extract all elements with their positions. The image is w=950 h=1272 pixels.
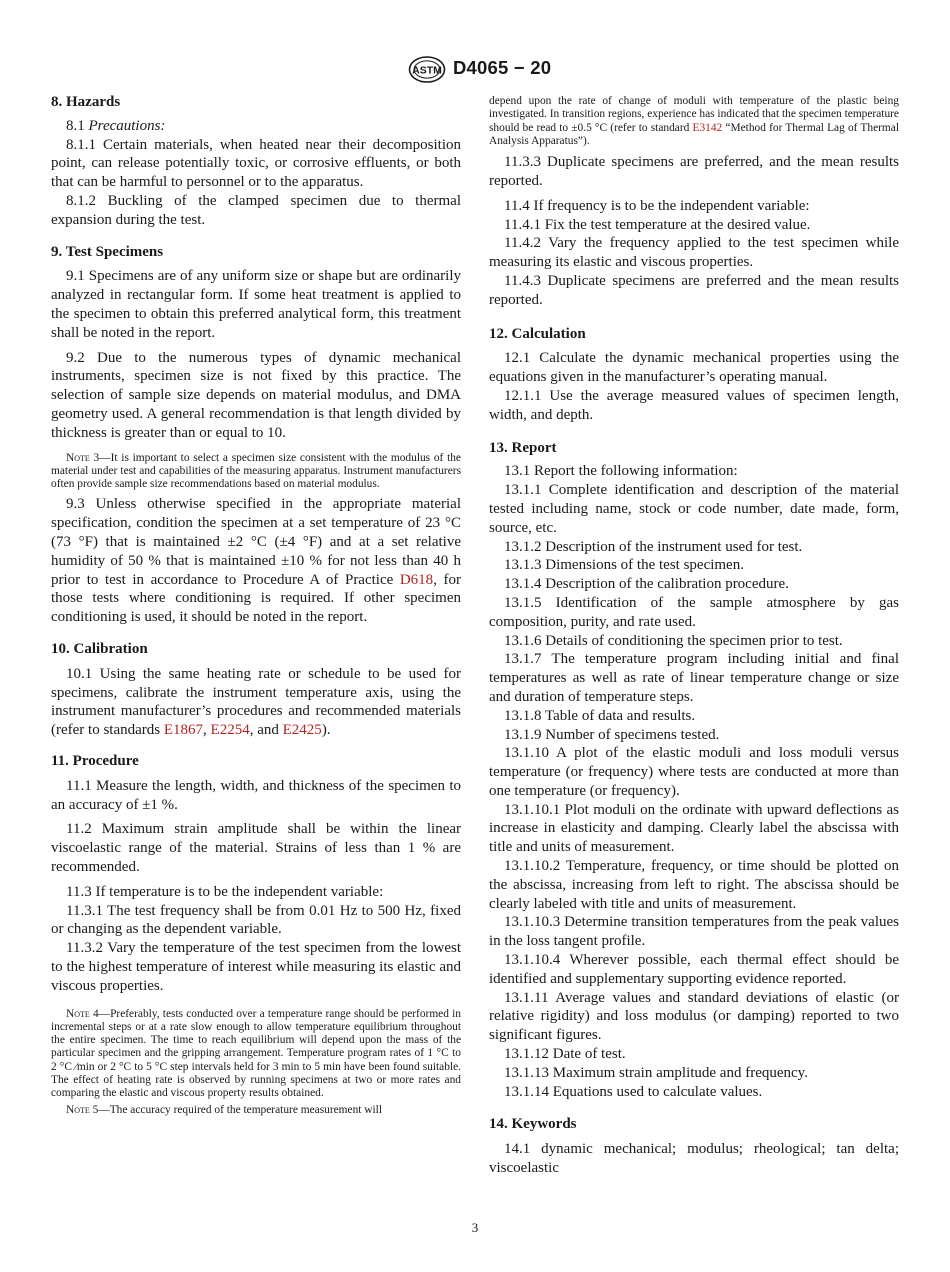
ref-e2254-link[interactable]: E2254 [210, 722, 250, 739]
para-13-1-2: 13.1.2 Description of the instrument used for test. [504, 538, 803, 555]
page-header [0, 56, 950, 84]
section-12-heading: 12. Calculation [489, 325, 586, 342]
ref-e1867-link[interactable]: E1867 [163, 722, 204, 739]
para-13-1-5: 13.1.5 Identification of the sample atmosphere by gas composition, purity, and rate used. [489, 594, 899, 630]
para-9-1: 9.1 Specimens are of any uniform size or shape but are ordinarily analyzed in rectangular form. If some heat treatment is applied to the specimen to obtain this preferred analytical form, this treatment shall be noted in the report. [51, 268, 461, 341]
para-12-1-1: 12.1.1 Use the average measured values of specimen length, width, and depth. [489, 387, 899, 423]
para-13-1-11: 13.1.11 Average values and standard deviations of elastic (or relative rigidity) and loss modulus (or damping) reported to two significant figures. [489, 989, 899, 1044]
para-13-1-10-4: 13.1.10.4 Wherever possible, each thermal effect should be identified and supplementary supporting evidence reported. [489, 952, 899, 987]
ref-e2425-link[interactable]: E2425 [282, 722, 322, 739]
right-column [489, 95, 899, 1178]
note-3-label: Note 3 [66, 451, 100, 464]
para-11-3-2: 11.3.2 Vary the temperature of the test specimen from the lowest to the highest temperature of interest while measuring its elastic and viscous properties. [51, 940, 461, 994]
para-9-3: 9.3 Unless otherwise specified in the appropriate material specification, condition the specimen at a set temperature of 23 °C (73 °F) that is maintained ±2 °C (±4 °F) and at a set relative humidity of 50 % that is maintained ±10 % for not less than 40 h prior to test in accordance to Procedure A of Practice D618, for those tests where conditioning is required. If other specimen conditioning is used, it should be noted in the report. [51, 496, 461, 626]
ref-d618-link[interactable]: D618 [399, 571, 434, 588]
para-13-1-8: 13.1.8 Table of data and results. [504, 707, 696, 724]
note-5: Note 5—The accuracy required of the temperature measurement will [66, 1103, 383, 1116]
ref-e3142-link[interactable]: E3142 [692, 121, 723, 134]
para-8-1-1: 8.1.1 Certain materials, when heated near their decomposition point, can release potentially toxic, or corrosive effluents, or both that can be harmful to personnel or to the apparatus. [51, 136, 461, 191]
para-13-1-1: 13.1.1 Complete identification and description of the material tested including name, stock or code number, date made, form, source, etc. [489, 482, 899, 536]
para-13-1-9: 13.1.9 Number of specimens tested. [504, 726, 720, 743]
page-number: 3 [471, 1220, 479, 1235]
para-13-1-10-1: 13.1.10.1 Plot moduli on the ordinate with upward deflections as increase in elasticity and damping. Clearly label the abscissa with title and units of measurement. [489, 801, 899, 856]
document-id: D4065 − 20 [453, 57, 552, 78]
para-11-4: 11.4 If frequency is to be the independent variable: [504, 197, 810, 214]
note-5-continued: depend upon the rate of change of moduli with temperature of the plastic being investigated. In transition regions, experience has indicated that the specimen temperature should be read to ±0.5 °C (refer to standard E3142 “Method for Thermal Lag of Thermal Analysis Apparatus”). [489, 95, 899, 147]
para-13-1-6: 13.1.6 Details of conditioning the specimen prior to test. [504, 632, 843, 649]
para-11-4-3: 11.4.3 Duplicate specimens are preferred and the mean results reported. [489, 272, 899, 308]
note-4-label: Note 4 [66, 1007, 99, 1020]
para-14-1: 14.1 dynamic mechanical; modulus; rheological; tan delta; viscoelastic [489, 1141, 899, 1177]
left-column [51, 93, 461, 1117]
para-13-1-10-2: 13.1.10.2 Temperature, frequency, or time should be plotted on the abscissa, increasing from left to right. The abscissa should be clearly labeled with title and units of measurement. [489, 858, 899, 912]
para-13-1-13: 13.1.13 Maximum strain amplitude and frequency. [504, 1064, 808, 1081]
para-11-3: 11.3 If temperature is to be the independent variable: [66, 883, 384, 900]
note-4: Note 4—Preferably, tests conducted over a temperature range should be performed in incremental steps or at a rate slow enough to allow temperature equilibrium throughout the entire specimen. The time to reach equilibrium will depend upon the mass of the particular specimen and the gripping arrangement. Temperature program rates of 1 °C to 2 °C ⁄min or 2 °C to 5 °C step intervals held for 3 min to 5 min have been found suitable. The effect of heating rate is observed by running specimens at two or more rates and comparing the elastic and viscous property results obtained. [51, 1007, 461, 1100]
para-11-1: 11.1 Measure the length, width, and thickness of the specimen to an accuracy of ±1 %. [51, 777, 461, 813]
para-13-1-7: 13.1.7 The temperature program including initial and final temperatures as well as rate of linear temperature change or size and duration of temperature steps. [489, 651, 899, 705]
para-8-1-2: 8.1.2 Buckling of the clamped specimen due to thermal expansion during the test. [51, 192, 461, 228]
para-13-1: 13.1 Report the following information: [504, 463, 738, 480]
section-13-heading: 13. Report [489, 439, 557, 456]
para-13-1-10: 13.1.10 A plot of the elastic moduli and loss moduli versus temperature (or frequency) where tests are conducted at more than one temperature (or frequency). [489, 745, 899, 799]
svg-text:ASTM: ASTM [412, 64, 442, 77]
astm-logo-icon [408, 56, 446, 83]
note-5-label: Note 5 [66, 1103, 99, 1116]
para-13-1-10-3: 13.1.10.3 Determine transition temperatures from the peak values in the loss tangent profile. [489, 914, 899, 950]
para-13-1-3: 13.1.3 Dimensions of the test specimen. [504, 557, 744, 574]
para-10-1: 10.1 Using the same heating rate or schedule to be used for specimens, calibrate the instrument temperature axis, using the instrument manufacturer’s procedures and recommended materials (refer to standards E1867, E2254, and E2425). [51, 665, 461, 739]
para-11-3-1: 11.3.1 The test frequency shall be from 0.01 Hz to 500 Hz, fixed or changing as the dependent variable. [51, 902, 461, 938]
para-8-1: 8.1 Precautions: [66, 117, 166, 134]
para-11-3-3: 11.3.3 Duplicate specimens are preferred, and the mean results reported. [489, 154, 899, 189]
para-9-2: 9.2 Due to the numerous types of dynamic mechanical instruments, specimen size is not fixed by this practice. The selection of sample size depends on material modulus, and DMA geometry used. A general recommendation is that length divided by thickness is greater than or equal to 10. [51, 349, 461, 441]
para-12-1: 12.1 Calculate the dynamic mechanical properties using the equations given in the manufacturer’s operating manual. [489, 350, 899, 386]
section-11-heading: 11. Procedure [51, 753, 139, 769]
section-8-heading: 8. Hazards [51, 94, 121, 110]
note-3: Note 3—It is important to select a specimen size consistent with the modulus of the material under test and capabilities of the measuring apparatus. Instrument manufacturers often provide sample size recommendations based on material modulus. [51, 451, 461, 491]
para-11-4-1: 11.4.1 Fix the test temperature at the desired value. [504, 216, 811, 233]
para-11-2: 11.2 Maximum strain amplitude shall be within the linear viscoelastic range of the material. Strains of less than 1 % are recommended. [51, 821, 461, 875]
section-9-heading: 9. Test Specimens [51, 243, 164, 260]
para-11-4-2: 11.4.2 Vary the frequency applied to the test specimen while measuring its elastic and viscous properties. [489, 235, 899, 271]
section-14-heading: 14. Keywords [489, 1116, 577, 1133]
para-13-1-12: 13.1.12 Date of test. [504, 1046, 626, 1063]
para-13-1-14: 13.1.14 Equations used to calculate values. [504, 1083, 763, 1100]
para-13-1-4: 13.1.4 Description of the calibration procedure. [504, 576, 789, 593]
section-10-heading: 10. Calibration [51, 641, 148, 658]
